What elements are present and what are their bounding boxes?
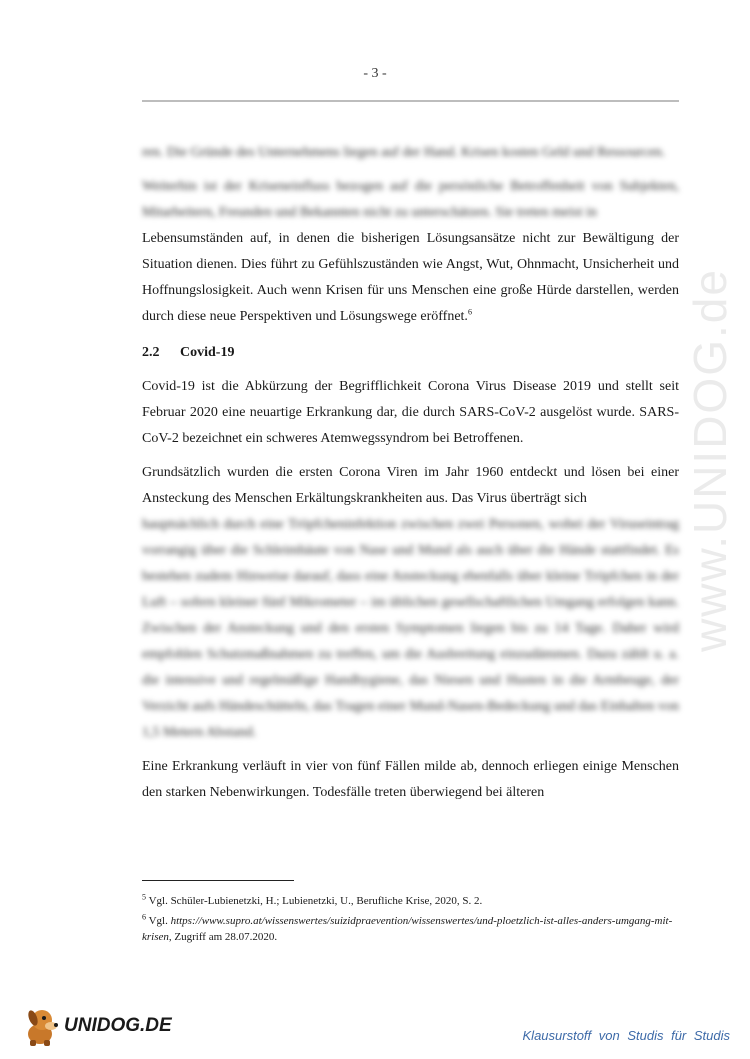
- logo-text: UNIDOG.DE: [64, 1015, 172, 1036]
- section-number: 2.2: [142, 345, 160, 360]
- blurred-paragraph-start: Weiterhin ist der Kriseneinfluss bezogen auf die persönliche Betroffenheit von Subjekten, Mitarbeitern, Freunden und Bekannten nicht zu unterschätzen. Sie treten meist in: [142, 179, 679, 220]
- footnote-6: [142, 913, 682, 945]
- footnote-6-url[interactable]: https://www.supro.at/wissenswertes/suizidpraevention/wissenswertes/und-ploetzlich-ist-alles-anders-umgang-mit-krisen: [142, 915, 673, 943]
- section-heading: [142, 340, 679, 366]
- footnote-6-prefix: Vgl.: [148, 915, 168, 927]
- footnote-rule: [142, 880, 294, 881]
- section-title: Covid-19: [180, 345, 235, 360]
- body-text: [142, 140, 679, 806]
- page-number: - 3 -: [363, 66, 387, 81]
- footnote-5-text: Vgl. Schüler-Lubienetzki, H.; Lubienetzki, U., Berufliche Krise, 2020, S. 2.: [148, 895, 483, 907]
- watermark: www.UNIDOG.de: [684, 268, 736, 652]
- footer-tagline: Klausurstoff von Studis für Studis: [522, 1028, 730, 1043]
- footnote-5: [142, 893, 682, 909]
- footnote-6-suffix: , Zugriff am 28.07.2020.: [168, 931, 278, 943]
- footnote-5-number: 5: [142, 892, 146, 902]
- paragraph-disease-course: Eine Erkrankung verläuft in vier von fünf Fällen milde ab, dennoch erliegen einige Menschen den starken Nebenwirkungen. Todesfälle treten überwiegend bei älteren: [142, 759, 679, 800]
- unidog-logo[interactable]: [20, 1004, 172, 1048]
- paragraph-covid-definition: Covid-19 ist die Abkürzung der Begrifflichkeit Corona Virus Disease 2019 und stellt seit Februar 2020 eine neuartige Erkrankung dar, die durch SARS-CoV-2 ausgelöst wurde. SARS-CoV-2 bezeichnet ein schweres Atemwegssyndrom bei Betroffenen.: [142, 379, 679, 446]
- header-rule: [142, 100, 679, 102]
- paragraph-crisis-text: Lebensumständen auf, in denen die bisherigen Lösungsansätze nicht zur Bewältigung der Situation dienen. Dies führt zu Gefühlszuständen wie Angst, Wut, Ohnmacht, Unsicherheit und Hoffnungslosigkeit. Auch wenn Krisen für uns Menschen eine große Hürde darstellen, werden durch diese neue Perspektiven und Lösungswege eröffnet.: [142, 231, 679, 324]
- paragraph-crisis: [142, 226, 679, 330]
- blurred-paragraph: hauptsächlich durch eine Tröpfcheninfektion zwischen zwei Personen, wobei der Viruseintrag vorrangig über die Schleimhäute von Nase und Mund als auch über die Hände stattfindet. Es bestehen zudem Hinweise darauf, dass eine Ansteckung ebenfalls über kleine Tröpfchen in der Luft – sofern kleiner fünf Mikrometer – im üblichen gesellschaftlichen Umgang erfolgen kann. Zwischen der Ansteckung und den ersten Symptomen liegen bis zu 14 Tage. Daher wird empfohlen Schutzmaßnahmen zu treffen, um die Ausbreitung einzudämmen. Dazu zählt u. a. die intensive und regelmäßige Handhygiene, das Niesen und Husten in die Armbeuge, der Verzicht aufs Händeschütteln, das Tragen einer Mund-Nasen-Bedeckung und das Einhalten von 1,5 Metern Abstand.: [142, 517, 679, 740]
- footnotes: [142, 893, 682, 949]
- dog-mascot-icon: [20, 1004, 62, 1048]
- footnote-ref-6: 6: [467, 307, 472, 317]
- footnote-6-number: 6: [142, 912, 146, 922]
- paragraph-corona-history: Grundsätzlich wurden die ersten Corona Viren im Jahr 1960 entdeckt und lösen bei einer Ansteckung des Menschen Erkältungskrankheiten aus. Das Virus überträgt sich: [142, 465, 679, 506]
- blurred-paragraph: ren. Die Gründe des Unternehmens liegen auf der Hand. Krisen kosten Geld und Ressourcen.: [142, 145, 666, 160]
